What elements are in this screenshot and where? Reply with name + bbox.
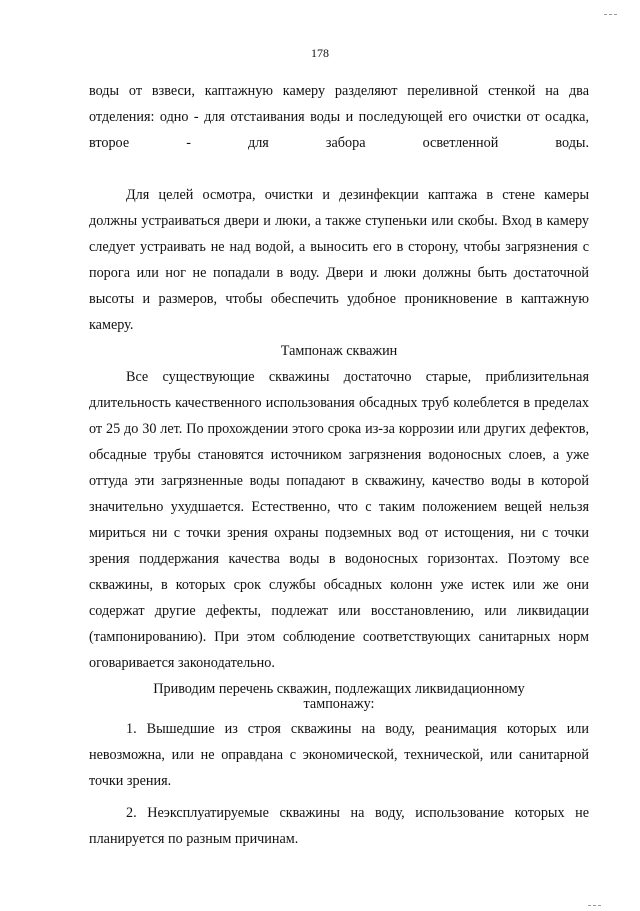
page-body [89, 78, 589, 852]
paragraph-wells: Все существующие скважины достаточно старые, приблизительная длительность качественного использования обсадных труб колеблется в пределах от 25 до 30 лет. По прохождении этого срока из-за коррозии или других дефектов, обсадные трубы становятся источником загрязнения водоносных слоев, а уже оттуда эти загрязненные воды попадают в скважину, качество воды в которой значительно ухудшается. Естественно, что с таким положением вещей нельзя мириться ни с точки зрения охраны подземных вод от истощения, ни с точки зрения поддержания качества воды в водоносных горизонтах. Поэтому все скважины, в которых срок службы обсадных колонн уже истек или же они содержат другие дефекты, подлежат или восстановлению, или ликвидации (тампонированию). При этом соблюдение соответствующих санитарных норм оговаривается законодательно. [89, 369, 589, 671]
list-heading: Приводим перечень скважин, подлежащих ликвидационному тампонажу: [153, 681, 525, 712]
scan-artifact-mark [604, 2, 626, 6]
page-number: 178 [311, 46, 329, 60]
list-item-2: 2. Неэксплуатируемые скважины на воду, использование которых не планируется по разным причинам. [89, 805, 589, 847]
list-item-1: 1. Вышедшие из строя скважины на воду, реанимация которых или невозможна, или не оправдана с экономической, технической, или санитарной точки зрения. [89, 721, 589, 789]
paragraph-continuation: воды от взвеси, каптажную камеру разделяют переливной стенкой на два отделения: одно - для отстаивания воды и последующей его очистки от осадка, второе - для забора осветленной воды. [89, 83, 589, 151]
paragraph-inspection: Для целей осмотра, очистки и дезинфекции каптажа в стене камеры должны устраиваться двери и люки, а также ступеньки или скобы. Вход в камеру следует устраивать не над водой, а выносить его в сторону, чтобы загрязнения с порога или ног не попадали в воду. Двери и люки должны быть достаточной высоты и размеров, чтобы обеспечить удобное проникновение в каптажную камеру. [89, 187, 589, 333]
scan-artifact-mark [588, 893, 610, 897]
section-heading: Тампонаж скважин [280, 343, 398, 359]
